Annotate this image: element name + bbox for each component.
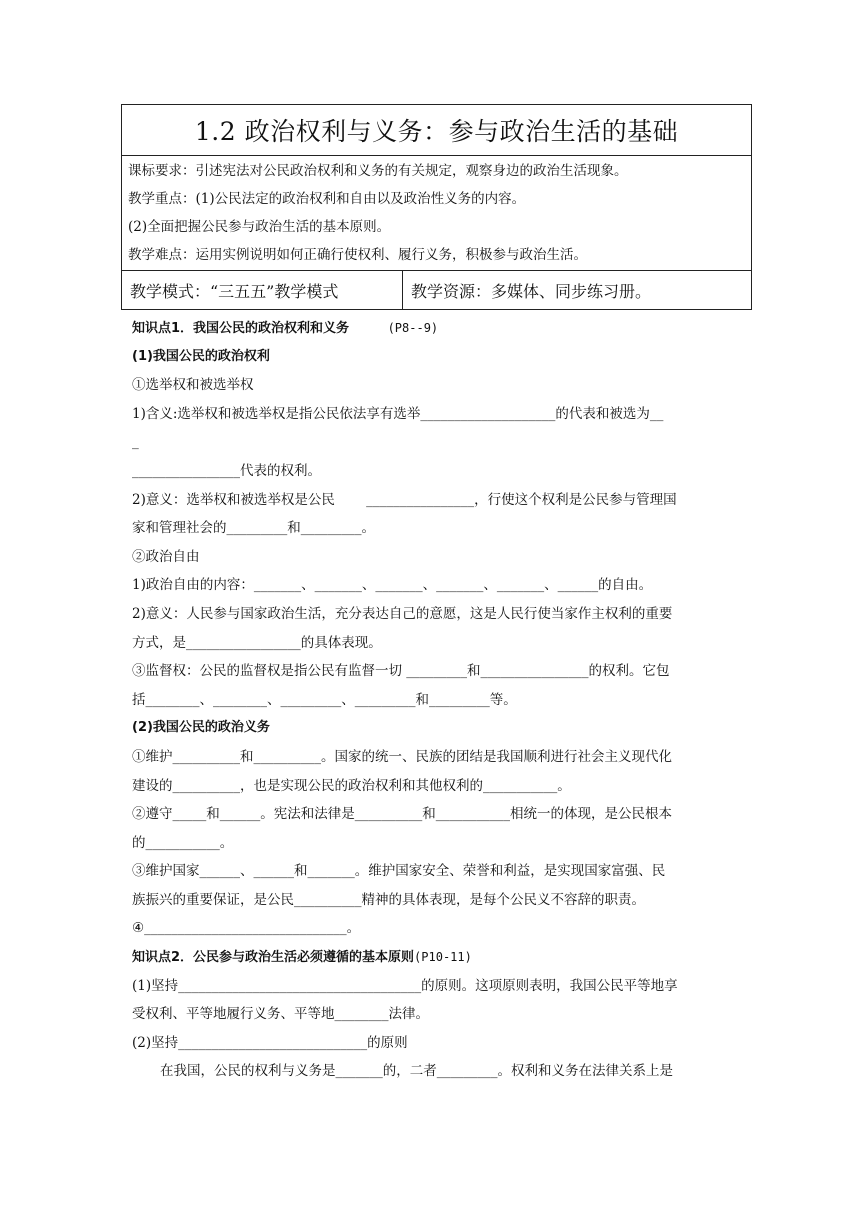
voting-rights-significance-line2: 家和管理社会的_________和_________。 — [132, 520, 375, 537]
supervision-right-line1: ③监督权：公民的监督权是指公民有监督一切 _________和________________的权利。它包 — [132, 663, 670, 680]
political-freedom-significance-line1: 2)意义：人民参与国家政治生活，充分表达自己的意愿，这是人民行使当家作主权利的重要 — [132, 605, 673, 622]
principle-2-body: 在我国，公民的权利与义务是_______的，二者_________。权利和义务在法律关系上是 — [160, 1063, 673, 1080]
duty-security-line1: ③维护国家______、______和_______。维护国家安全、荣誉和利益，是实现国家富强、民 — [132, 863, 666, 880]
section-political-rights-heading: (1)我国公民的政治权利 — [132, 348, 270, 364]
political-freedom-heading: ②政治自由 — [132, 548, 200, 565]
duty-fourth: ④______________________________。 — [132, 920, 361, 937]
lesson-title: 1.2 政治权利与义务：参与政治生活的基础 — [122, 105, 752, 156]
principle-1-line1: (1)坚持____________________________________的原则。这项原则表明，我国公民平等地享 — [132, 977, 678, 994]
voting-rights-heading: ①选举权和被选举权 — [132, 377, 254, 394]
worksheet-content — [132, 314, 732, 1086]
knowledge-point-2-page-ref: (P10-11) — [414, 950, 472, 965]
curriculum-requirement: 课标要求：引述宪法对公民政治权利和义务的有关规定，观察身边的政治生活现象。 — [128, 163, 628, 179]
knowledge-point-2-title: 知识点2．公民参与政治生活必须遵循的基本原则 — [132, 950, 415, 966]
knowledge-point-1-page-ref: (P8--9) — [387, 321, 439, 335]
voting-rights-meaning-line2: _ — [132, 434, 139, 451]
knowledge-point-2-heading — [132, 943, 732, 972]
voting-rights-meaning-line1: 1)含义:选举权和被选举权是指公民依法享有选举____________________的代表和被选为__ — [132, 405, 664, 422]
supervision-right-line2: 括________、________、_________、_________和_________等。 — [132, 691, 517, 708]
lesson-header-table — [121, 104, 752, 310]
political-freedom-significance-line2: 方式，是_________________的具体表现。 — [132, 634, 382, 651]
principle-2: (2)坚持____________________________的原则 — [132, 1034, 408, 1051]
section-political-duties-heading: (2)我国公民的政治义务 — [132, 720, 270, 736]
duty-security-line2: 族振兴的重要保证，是公民__________精神的具体表现，是每个公民义不容辞的职责。 — [132, 891, 645, 908]
teaching-resources: 教学资源：多媒体、同步练习册。 — [403, 271, 752, 310]
political-freedom-content: 1)政治自由的内容：_______、_______、_______、_______、_______、______的自由。 — [132, 577, 653, 594]
teaching-mode: 教学模式：“三五五”教学模式 — [122, 271, 403, 310]
duty-unity-line1: ①维护__________和__________。国家的统一、民族的团结是我国顺利进行社会主义现代化 — [132, 748, 672, 765]
teaching-difficulty: 教学难点：运用实例说明如何正确行使权利、履行义务，积极参与政治生活。 — [128, 247, 587, 263]
teaching-focus-1: 教学重点：(1)公民法定的政治权利和自由以及政治性义务的内容。 — [128, 191, 526, 207]
voting-rights-meaning-line3: ________________代表的权利。 — [132, 462, 321, 479]
teaching-focus-2: (2)全面把握公民参与政治生活的基本原则。 — [128, 219, 391, 235]
knowledge-point-1-heading — [132, 314, 732, 343]
principle-1-line2: 受权利、平等地履行义务、平等地________法律。 — [132, 1006, 429, 1023]
duty-unity-line2: 建设的__________，也是实现公民的政治权利和其他权利的___________。 — [132, 777, 571, 794]
lesson-requirements — [122, 156, 752, 271]
duty-law-line2: 的___________。 — [132, 834, 234, 851]
duty-law-line1: ②遵守_____和______。宪法和法律是__________和___________相统一的体现，是公民根本 — [132, 806, 672, 823]
voting-rights-significance-line1: 2)意义：选举权和被选举权是公民 ________________，行使这个权利是公民参与管理国 — [132, 491, 677, 508]
knowledge-point-1-title: 知识点1．我国公民的政治权利和义务 — [132, 321, 350, 336]
